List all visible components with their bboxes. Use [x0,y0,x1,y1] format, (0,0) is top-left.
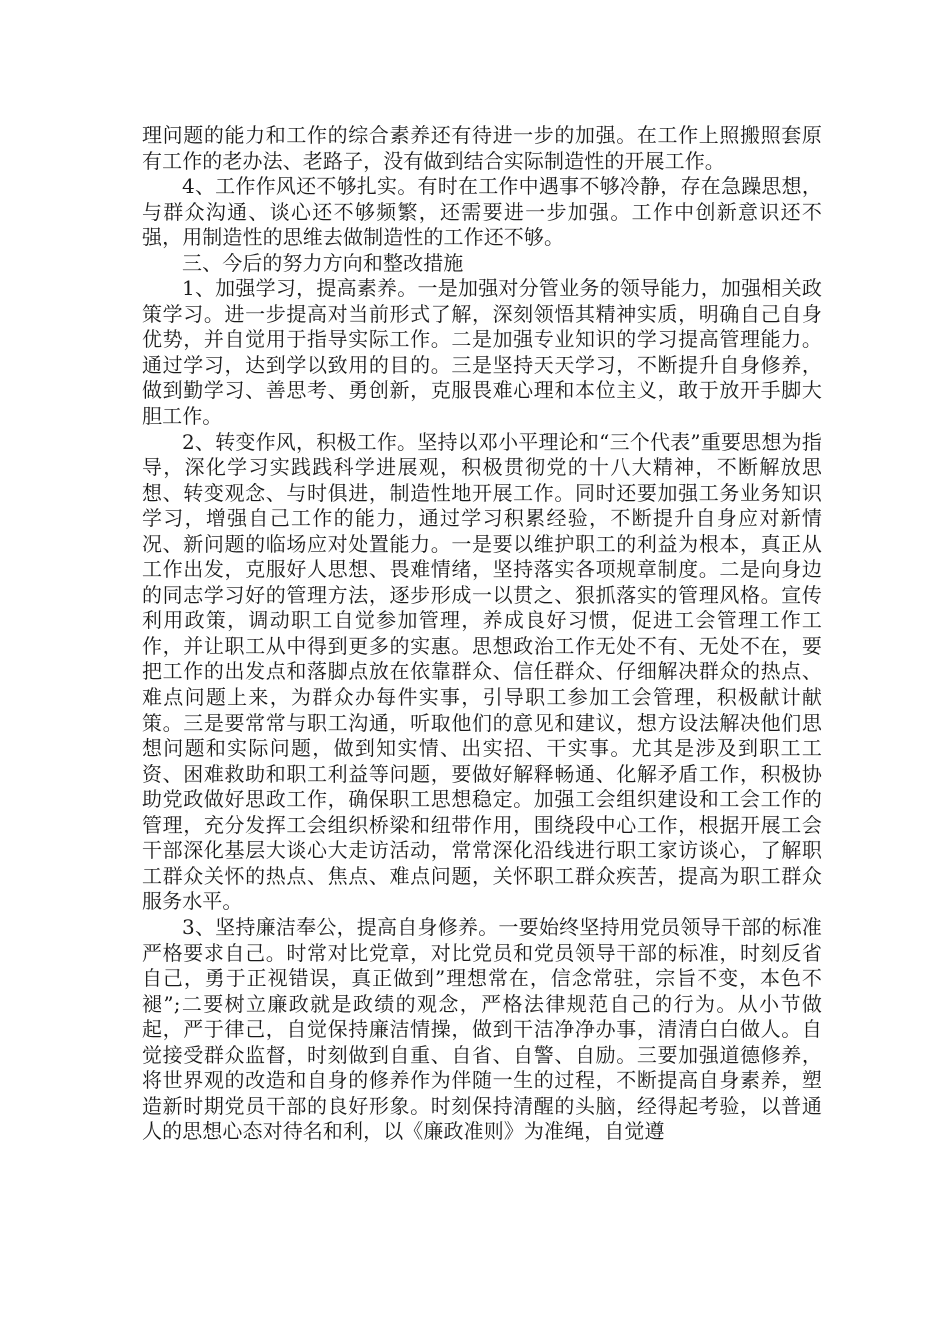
paragraph-continuation: 理问题的能力和工作的综合素养还有待进一步的加强。在工作上照搬照套原有工作的老办法、老路子，没有做到结合实际制造性的开展工作。 [142,123,822,173]
document-body [142,123,822,1145]
paragraph-strengthen-learning: 1、加强学习，提高素养。一是加强对分管业务的领导能力，加强相关政策学习。进一步提高对当前形式了解，深刻领悟其精神实质，明确自己自身优势，并自觉用于指导实际工作。二是加强专业知识的学习提高管理能力。通过学习，达到学以致用的目的。三是坚持天天学习，不断提升自身修养，做到勤学习、善思考、勇创新，克服畏难心理和本位主义，敢于放开手脚大胆工作。 [142,276,822,429]
section-heading: 三、今后的努力方向和整改措施 [182,250,464,275]
paragraph-integrity: 3、坚持廉洁奉公，提高自身修养。一要始终坚持用党员领导干部的标准严格要求自己。时常对比党章，对比党员和党员领导干部的标准，时刻反省自己，勇于正视错误，真正做到”理想常在，信念常驻，宗旨不变，本色不褪”;二要树立廉政就是政绩的观念，严格法律规范自己的行为。从小节做起，严于律己，自觉保持廉洁情操，做到干洁净净办事，清清白白做人。自觉接受群众监督，时刻做到自重、自省、自警、自励。三要加强道德修养，将世界观的改造和自身的修养作为伴随一生的过程，不断提高自身素养，塑造新时期党员干部的良好形象。时刻保持清醒的头脑，经得起考验，以普通人的思想心态对待名和利，以《廉政准则》为准绳，自觉遵 [142,914,822,1144]
paragraph-change-style: 2、转变作风，积极工作。坚持以邓小平理论和“三个代表”重要思想为指导，深化学习实践践科学进展观，积极贯彻党的十八大精神，不断解放思想、转变观念、与时俱进，制造性地开展工作。同时还要加强工务业务知识学习，增强自己工作的能力，通过学习积累经验，不断提升自身应对新情况、新问题的临场应对处置能力。一是要以维护职工的利益为根本，真正从工作出发，克服好人思想、畏难情绪，坚持落实各项规章制度。二是向身边的同志学习好的管理方法，逐步形成一以贯之、狠抓落实的管理风格。宣传利用政策，调动职工自觉参加管理，养成良好习惯，促进工会管理工作工作，并让职工从中得到更多的实惠。思想政治工作无处不有、无处不在，要把工作的出发点和落脚点放在依靠群众、信任群众、仔细解决群众的热点、难点问题上来，为群众办每件实事，引导职工参加工会管理，积极献计献策。三是要常常与职工沟通，听取他们的意见和建议，想方设法解决他们思想问题和实际问题，做到知实情、出实招、干实事。尤其是涉及到职工工资、困难救助和职工利益等问题，要做好解释畅通、化解矛盾工作，积极协助党政做好思政工作，确保职工思想稳定。加强工会组织建设和工会工作的管理，充分发挥工会组织桥梁和纽带作用，围绕段中心工作，根据开展工会干部深化基层大谈心大走访活动，常常深化沿线进行职工家访谈心，了解职工群众关怀的热点、焦点、难点问题，关怀职工群众疾苦，提高为职工群众服务水平。 [142,429,822,914]
paragraph-work-style: 4、工作作风还不够扎实。有时在工作中遇事不够冷静，存在急躁思想，与群众沟通、谈心还不够频繁，还需要进一步加强。工作中创新意识还不强，用制造性的思维去做制造性的工作还不够。 [142,174,822,250]
